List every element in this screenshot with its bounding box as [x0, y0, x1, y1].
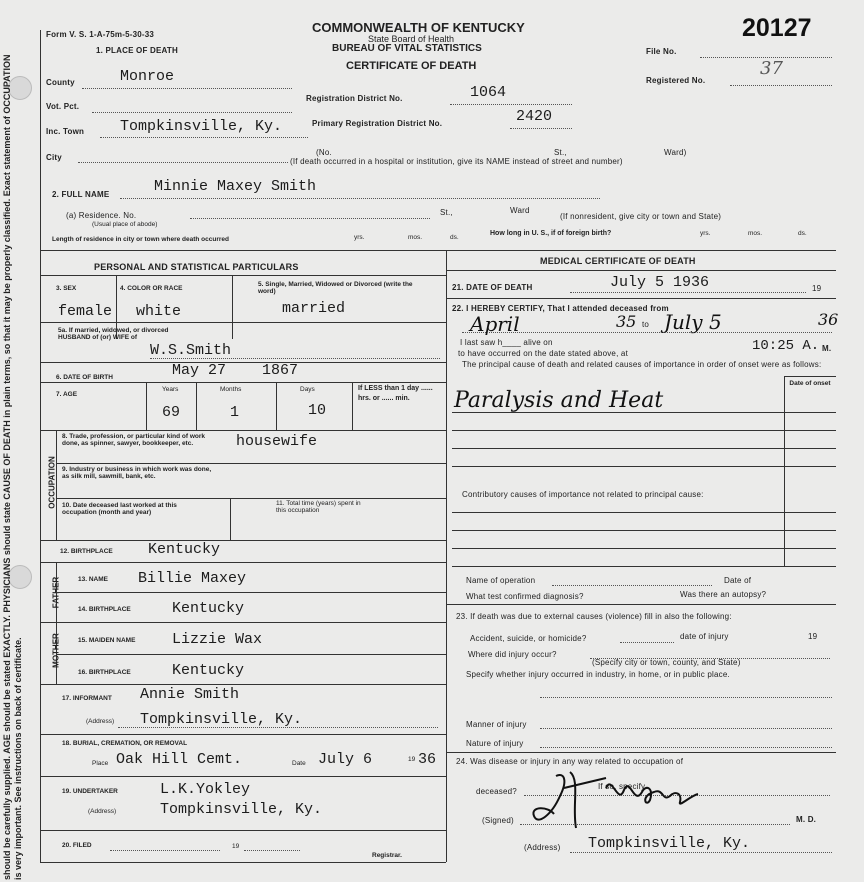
to-label: to — [642, 320, 650, 329]
total-time-label: 11. Total time (years) spent in this occupation — [276, 500, 361, 514]
trade-value: housewife — [236, 433, 318, 450]
signed-label: (Signed) — [482, 816, 514, 825]
last-saw-label: I last saw h____ alive on — [460, 338, 553, 347]
time-value: 10:25 A. — [752, 338, 820, 354]
birthplace-value: Kentucky — [148, 541, 221, 558]
manner-label: Manner of injury — [466, 720, 527, 729]
mother-name-label: 15. MAIDEN NAME — [78, 637, 136, 644]
personal-section-title: PERSONAL AND STATISTICAL PARTICULARS — [94, 262, 299, 272]
months-label: Months — [220, 386, 242, 393]
residence-label: (a) Residence. No. — [66, 211, 137, 220]
stamp-number: 20127 — [742, 14, 812, 42]
age-months: 1 — [230, 404, 240, 421]
city-label: City — [46, 153, 62, 162]
mother-birthplace-label: 16. BIRTHPLACE — [78, 669, 131, 676]
test-label: What test confirmed diagnosis? — [466, 592, 584, 601]
sex-value: female — [58, 303, 113, 320]
reg-district-label: Registration District No. — [306, 94, 403, 103]
certificate-title: CERTIFICATE OF DEATH — [346, 60, 477, 72]
date-of-death-label: 21. DATE OF DEATH — [452, 283, 533, 292]
signature-text — [720, 800, 724, 801]
color-label: 4. COLOR OR RACE — [120, 285, 183, 292]
death-year-prefix: 19 — [812, 284, 822, 293]
informant-address-value: Tompkinsville, Ky. — [140, 711, 303, 728]
birthplace-label: 12. BIRTHPLACE — [60, 548, 113, 555]
undertaker-label: 19. UNDERTAKER — [62, 788, 118, 795]
from-year-value: 35 — [616, 312, 637, 331]
frame-rule — [40, 250, 836, 251]
autopsy-label: Was there an autopsy? — [680, 590, 767, 599]
father-name-value: Billie Maxey — [138, 570, 247, 587]
date-of-label: Date of — [724, 576, 752, 585]
length-of-residence-label: Length of residence in city or town where death occurred — [52, 236, 229, 243]
occupation-side-label: OCCUPATION — [47, 456, 57, 509]
years-label: Years — [162, 386, 179, 393]
residence-ward-label: Ward — [510, 206, 530, 215]
mos-label: mos. — [408, 234, 423, 241]
informant-address-label: (Address) — [86, 718, 115, 725]
primary-district-label: Primary Registration District No. — [312, 119, 443, 128]
frame-bottom — [40, 862, 446, 863]
ward-label: Ward) — [664, 148, 687, 157]
mother-birthplace-value: Kentucky — [172, 662, 245, 679]
hospital-note: (If death occurred in a hospital or institution, give its NAME instead of street and number) — [290, 157, 623, 166]
nonresident-note: (If nonresident, give city or town and State) — [560, 212, 722, 221]
attended-from-value: April — [470, 312, 520, 336]
age-years: 69 — [162, 404, 181, 421]
days-label: Days — [300, 386, 315, 393]
file-no-label: File No. — [646, 47, 677, 56]
county-value: Monroe — [120, 68, 175, 85]
specify-place-note: (Specify city or town, county, and State) — [592, 658, 741, 667]
physician-address-value: Tompkinsville, Ky. — [588, 835, 751, 852]
time-suffix: M. — [822, 344, 832, 353]
burial-label: 18. BURIAL, CREMATION, OR REMOVAL — [62, 740, 188, 747]
full-name-label: 2. FULL NAME — [52, 190, 110, 199]
father-birthplace-label: 14. BIRTHPLACE — [78, 606, 131, 613]
vot-pct-label: Vot. Pct. — [46, 102, 80, 111]
date-of-onset-label: Date of onset — [789, 380, 831, 387]
filed-year-prefix: 19 — [232, 843, 240, 850]
st-label: St., — [554, 148, 567, 157]
mother-name-value: Lizzie Wax — [172, 631, 263, 648]
medical-section-title: MEDICAL CERTIFICATE OF DEATH — [540, 256, 696, 266]
margin-instructions: should be carefully supplied. AGE should be stated EXACTLY. PHYSICIANS should state CAUSE OF DEATH in plain terms, so that it may be properly classified. Exact statement of OCCUPATION is very important. See instructions on back of certificate. — [2, 54, 23, 880]
full-name-value: Minnie Maxey Smith — [154, 178, 317, 195]
yrs-label: yrs. — [354, 234, 365, 241]
to-year-value: 36 — [818, 310, 839, 329]
us-residence-label: How long in U. S., if of foreign birth? — [490, 230, 612, 237]
dob-year: 1867 — [262, 362, 299, 379]
county-label: County — [46, 78, 75, 87]
physician-address-label: (Address) — [524, 843, 561, 852]
contributory-label: Contributory causes of importance not related to principal cause: — [462, 490, 704, 499]
dob-label: 6. DATE OF BIRTH — [56, 374, 113, 381]
board-title: State Board of Health — [368, 34, 455, 44]
reg-district-value: 1064 — [470, 84, 507, 101]
town-value: Tompkinsville, Ky. — [120, 118, 283, 135]
bureau-title: BUREAU OF VITAL STATISTICS — [332, 43, 482, 54]
md-label: M. D. — [796, 815, 817, 824]
q24-label: 24. Was disease or injury in any way related to occupation of — [456, 757, 684, 766]
usual-place-note: (Usual place of abode) — [92, 221, 158, 228]
principal-cause-note: The principal cause of death and related causes of importance in order of onset were as follows: — [462, 360, 822, 369]
column-divider — [446, 250, 447, 862]
filed-label: 20. FILED — [62, 842, 92, 849]
informant-value: Annie Smith — [140, 686, 240, 703]
burial-date-value: July 6 — [318, 751, 373, 768]
sex-label: 3. SEX — [56, 285, 77, 292]
date-of-injury-label: date of injury — [680, 632, 729, 641]
burial-place-label: Place — [92, 760, 109, 767]
state-title: COMMONWEALTH OF KENTUCKY — [312, 20, 525, 35]
trade-label: 8. Trade, profession, or particular kind of work done, as spinner, sawyer, bookkeeper, etc. — [62, 433, 206, 447]
father-birthplace-value: Kentucky — [172, 600, 245, 617]
deceased-label: deceased? — [476, 787, 517, 796]
industry-note: Specify whether injury occurred in industry, in home, or in public place. — [466, 670, 730, 679]
mother-side-label: MOTHER — [51, 633, 61, 668]
burial-place-value: Oak Hill Cemt. — [116, 751, 243, 768]
father-side-label: FATHER — [51, 576, 61, 609]
burial-year-prefix: 19 — [408, 756, 416, 763]
primary-district-value: 2420 — [516, 108, 553, 125]
us-ds-label: ds. — [798, 230, 807, 237]
operation-label: Name of operation — [466, 576, 536, 585]
if-so-label: If so, specify — [598, 782, 646, 791]
spouse-label: 5a. If married, widowed, or divorced HUSBAND of (or) WIFE of — [58, 327, 169, 341]
us-mos-label: mos. — [748, 230, 763, 237]
occurred-label: to have occurred on the date stated above, at — [458, 349, 628, 358]
informant-label: 17. INFORMANT — [62, 695, 112, 702]
marital-value: married — [282, 300, 346, 317]
nature-label: Nature of injury — [466, 739, 524, 748]
industry-label: 9. Industry or business in which work was done, as silk mill, sawmill, bank, etc. — [62, 466, 212, 480]
place-of-death-label: 1. PLACE OF DEATH — [96, 46, 178, 55]
registered-no-label: Registered No. — [646, 76, 706, 85]
color-value: white — [136, 303, 182, 320]
marital-label: 5. Single, Married, Widowed or Divorced (write the word) — [258, 281, 413, 295]
certify-label: 22. I HEREBY CERTIFY, That I attended deceased from — [452, 304, 669, 313]
physician-signature — [520, 766, 720, 842]
frame-left — [40, 30, 41, 862]
injury-year-prefix: 19 — [808, 632, 818, 641]
accident-label: Accident, suicide, or homicide? — [470, 634, 587, 643]
age-label: 7. AGE — [56, 391, 78, 398]
external-causes-label: 23. If death was due to external causes (violence) fill in also the following: — [456, 612, 732, 621]
residence-st-label: St., — [440, 208, 453, 217]
burial-year-value: 36 — [418, 751, 437, 768]
form-code: Form V. S. 1-A-75m-5-30-33 — [46, 30, 155, 39]
registered-no-value: 37 — [760, 58, 783, 79]
ds-label: ds. — [450, 234, 459, 241]
registrar-label: Registrar. — [372, 852, 402, 859]
burial-date-label: Date — [292, 760, 306, 767]
age-days: 10 — [308, 402, 327, 419]
undertaker-address-label: (Address) — [88, 808, 117, 815]
last-worked-label: 10. Date deceased last worked at this occupation (month and year) — [62, 502, 177, 516]
town-label: Inc. Town — [46, 127, 85, 136]
us-yrs-label: yrs. — [700, 230, 711, 237]
father-name-label: 13. NAME — [78, 576, 108, 583]
undertaker-address-value: Tompkinsville, Ky. — [160, 801, 323, 818]
dob-month-day: May 27 — [172, 362, 227, 379]
undertaker-value: L.K.Yokley — [160, 781, 251, 798]
spouse-value: W.S.Smith — [150, 342, 232, 359]
where-injury-label: Where did injury occur? — [468, 650, 557, 659]
no-label: (No. — [316, 148, 332, 157]
attended-to-value: July 5 — [664, 310, 722, 334]
cause-value: Paralysis and Heat — [454, 388, 664, 413]
less-than-label: If LESS than 1 day ...... hrs. or ...... min. — [358, 385, 433, 402]
date-of-death-value: July 5 1936 — [610, 274, 710, 291]
